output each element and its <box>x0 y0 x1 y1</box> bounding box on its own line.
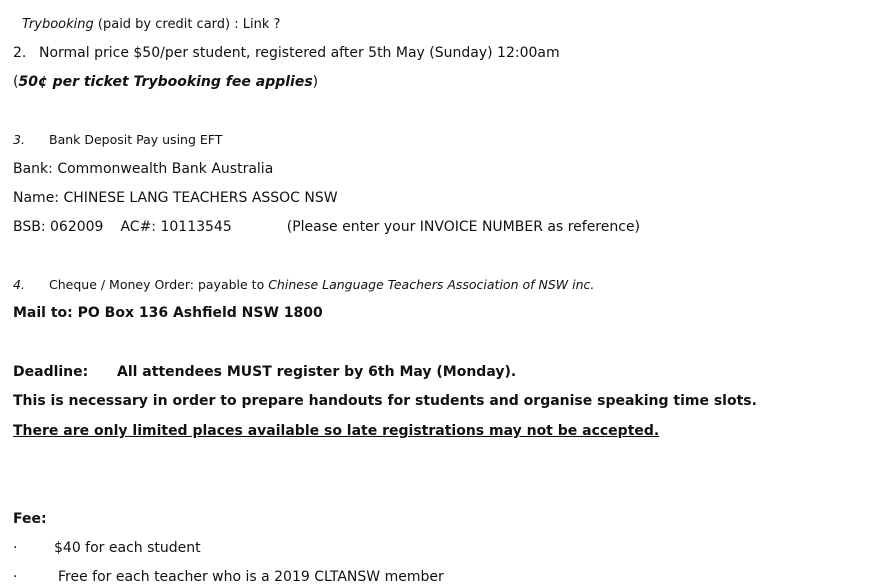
bank-deposit-number: 3. <box>13 132 25 147</box>
fee-bullet: · <box>13 540 18 556</box>
deadline-label: Deadline: <box>13 364 89 380</box>
bsb-number: BSB: 062009 <box>13 219 104 235</box>
fee-note-close: ) <box>312 74 319 90</box>
fee-item-text: $40 for each student <box>54 540 201 556</box>
fee-note-bold: 50¢ per ticket Trybooking fee applies <box>18 74 313 90</box>
cheque-text: Cheque / Money Order: payable to <box>49 277 269 292</box>
trybooking-line <box>22 18 280 31</box>
cheque-payee: Chinese Language Teachers Association of NSW inc. <box>268 277 595 292</box>
deadline-text: All attendees MUST register by 6th May (Monday). <box>117 364 517 380</box>
normal-price-text: Normal price $50/per student, registered after 5th May (Sunday) 12:00am <box>39 45 560 61</box>
deadline-line <box>13 365 516 379</box>
trybooking-details: (paid by credit card) : Link ? <box>93 17 281 32</box>
cheque-line <box>13 279 594 292</box>
fee-note-open: ( <box>13 74 19 90</box>
bsb-account-line <box>13 220 640 234</box>
trybooking-fee-note <box>13 75 318 89</box>
bank-deposit-heading <box>13 134 222 147</box>
fee-item <box>13 570 444 584</box>
fee-heading: Fee: <box>13 511 47 527</box>
limited-places-warning: There are only limited places available so late registrations may not be accepted. <box>13 423 660 439</box>
fee-item-text: Free for each teacher who is a 2019 CLTANSW member <box>58 569 444 585</box>
fee-bullet: · <box>13 569 18 585</box>
bank-deposit-title: Bank Deposit Pay using EFT <box>49 132 223 147</box>
payment-reference-note: (Please enter your INVOICE NUMBER as reference) <box>286 219 641 235</box>
cheque-number: 4. <box>13 277 25 292</box>
account-name-line: Name: CHINESE LANG TEACHERS ASSOC NSW <box>13 190 338 206</box>
deadline-necessity: This is necessary in order to prepare handouts for students and organise speaking time slots. <box>13 393 757 409</box>
fee-item <box>13 541 201 555</box>
trybooking-name: Trybooking <box>22 17 94 32</box>
account-number: AC#: 10113545 <box>120 219 232 235</box>
normal-price-number: 2. <box>13 45 27 61</box>
bank-name-line: Bank: Commonwealth Bank Australia <box>13 161 274 177</box>
normal-price-line <box>13 46 560 60</box>
mail-address: Mail to: PO Box 136 Ashfield NSW 1800 <box>13 305 323 321</box>
